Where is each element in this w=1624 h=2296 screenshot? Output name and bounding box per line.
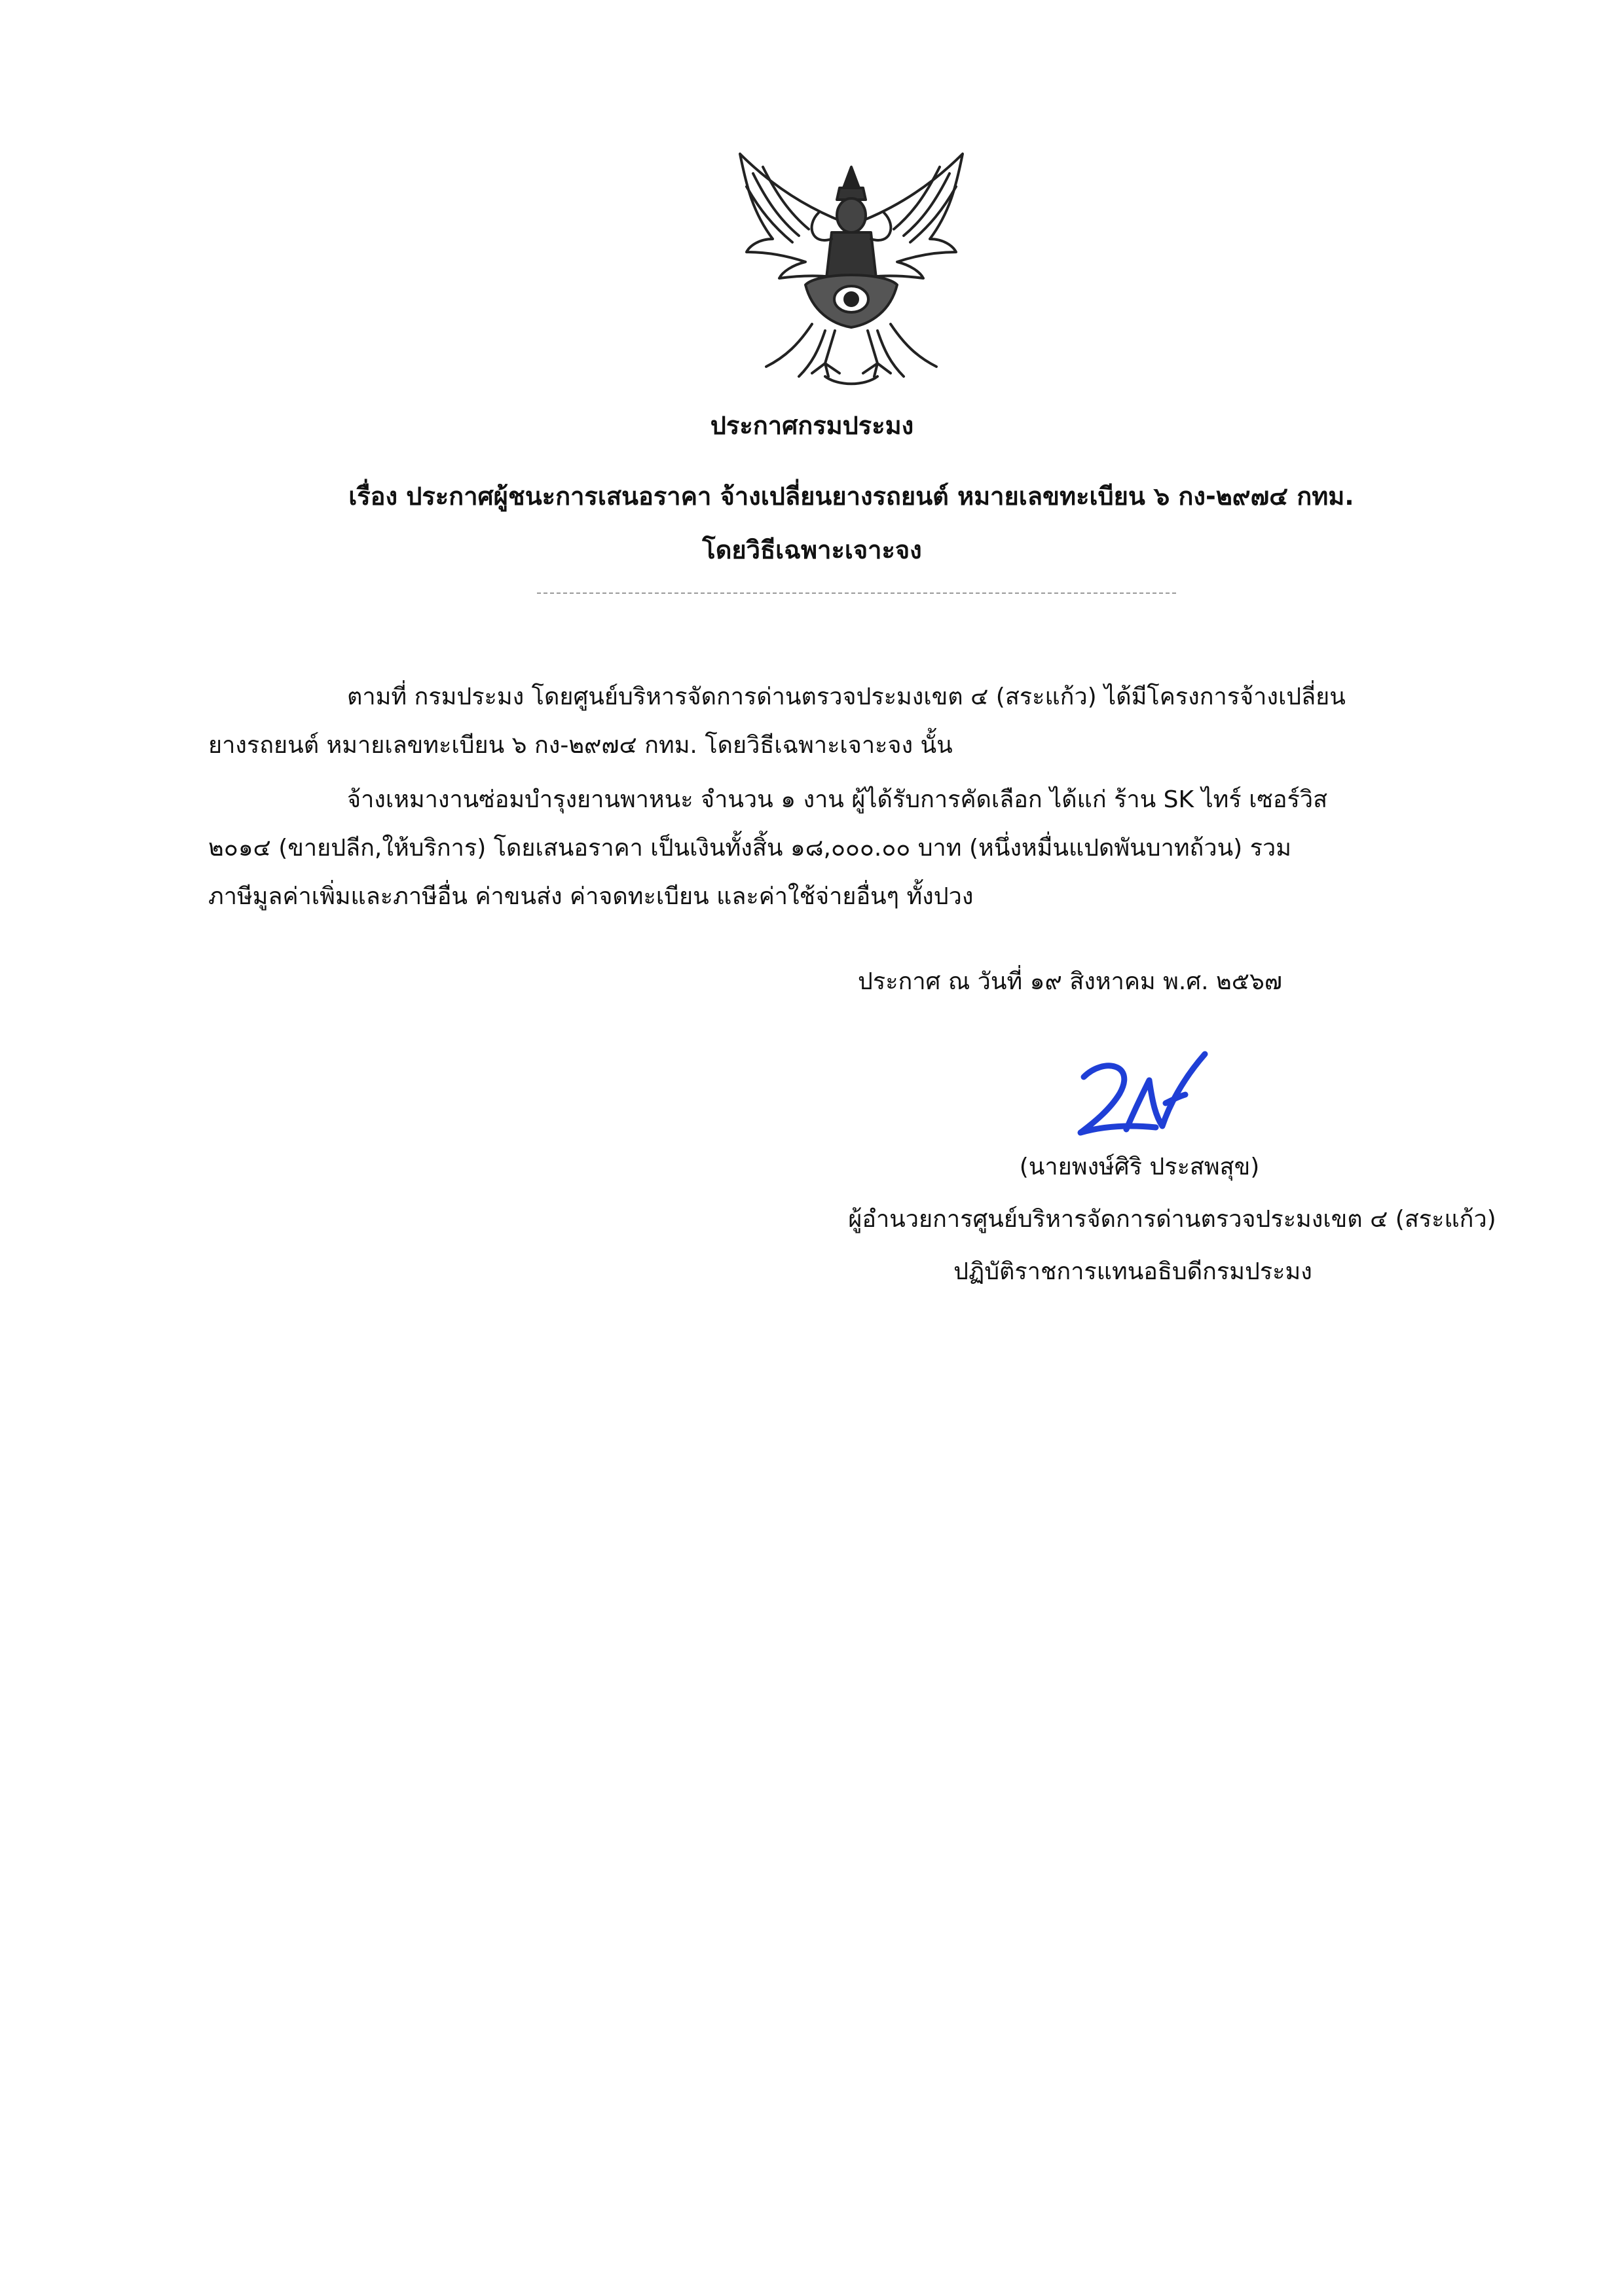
body-paragraph-2-line-2: ๒๐๑๔ (ขายปลีก,ให้บริการ) โดยเสนอราคา เป็นเงินทั้งสิ้น ๑๘,๐๐๐.๐๐ บาท (หนึ่งหมื่นแปดพันบาทถ้วน) รวม — [208, 835, 1291, 862]
document-subject: เรื่อง ประกาศผู้ชนะการเสนอราคา จ้างเปลี่ยนยางรถยนต์ หมายเลขทะเบียน ๖ กง-๒๙๗๔ กทม. — [348, 482, 1354, 511]
body-paragraph-2-line-3: ภาษีมูลค่าเพิ่มและภาษีอื่น ค่าขนส่ง ค่าจดทะเบียน และค่าใช้จ่ายอื่นๆ ทั้งปวง — [208, 883, 974, 910]
signer-position: ผู้อำนวยการศูนย์บริหารจัดการด่านตรวจประมงเขต ๔ (สระแก้ว) — [848, 1206, 1496, 1233]
garuda-emblem-icon — [727, 147, 976, 396]
body-paragraph-1-line-1: ตามที่ กรมประมง โดยศูนย์บริหารจัดการด่านตรวจประมงเขต ๔ (สระแก้ว) ได้มีโครงการจ้างเปลี่ยน — [347, 683, 1346, 710]
body-paragraph-1-line-2: ยางรถยนต์ หมายเลขทะเบียน ๖ กง-๒๙๗๔ กทม. โดยวิธีเฉพาะเจาะจง นั้น — [208, 732, 953, 759]
signer-name: (นายพงษ์ศิริ ประสพสุข) — [1019, 1154, 1260, 1180]
document-title: ประกาศกรมประมง — [710, 411, 914, 440]
procurement-method: โดยวิธีเฉพาะเจาะจง — [702, 536, 922, 564]
signer-acting-on-behalf: ปฏิบัติราชการแทนอธิบดีกรมประมง — [953, 1258, 1312, 1285]
header-divider — [537, 592, 1176, 594]
body-paragraph-2-line-1: จ้างเหมางานซ่อมบำรุงยานพาหนะ จำนวน ๑ งาน ผู้ได้รับการคัดเลือก ได้แก่ ร้าน SK ไทร์ เซอร์วิส — [347, 786, 1328, 813]
signature-icon — [1058, 1041, 1215, 1152]
announcement-date: ประกาศ ณ วันที่ ๑๙ สิงหาคม พ.ศ. ๒๕๖๗ — [858, 968, 1282, 995]
